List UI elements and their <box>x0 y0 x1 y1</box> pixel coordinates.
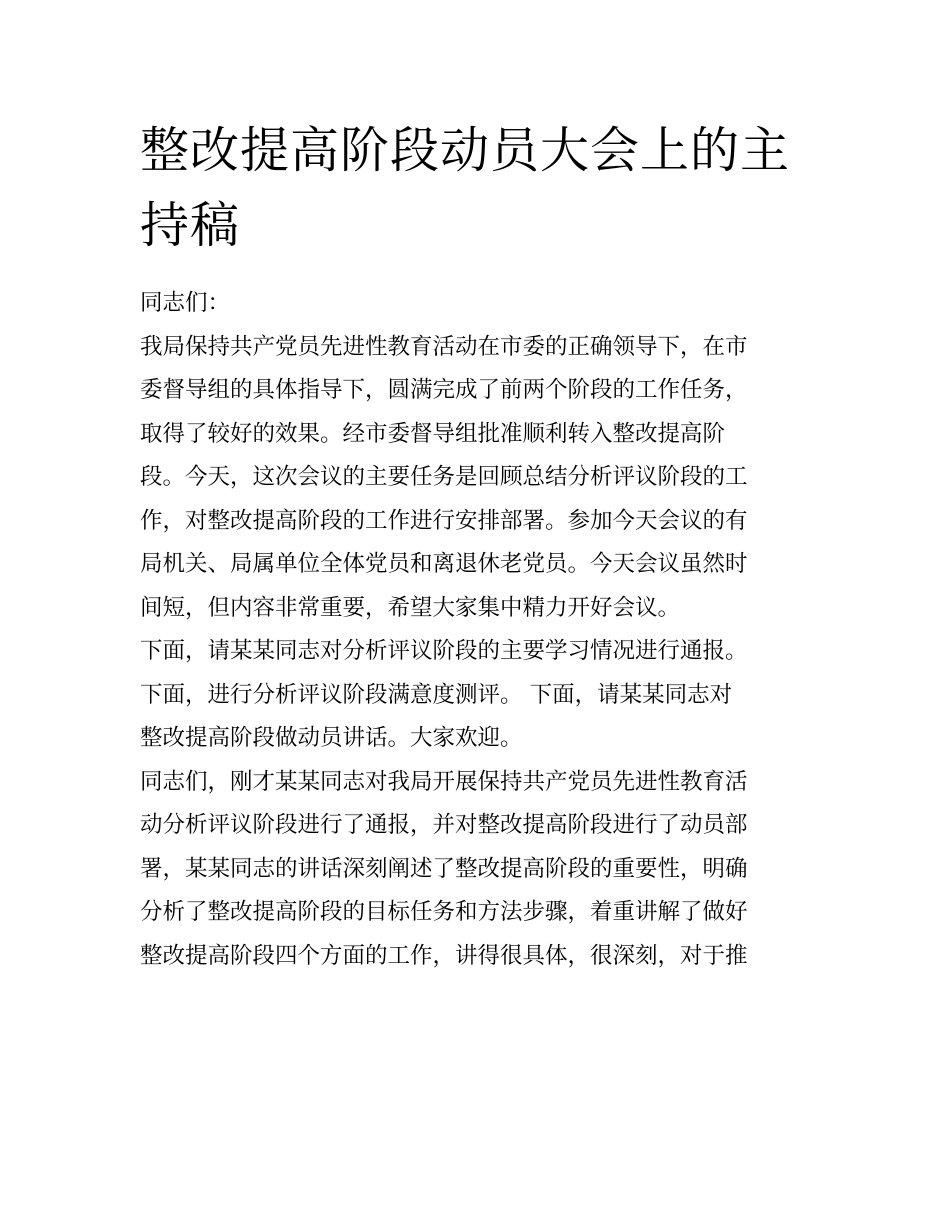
document-body <box>140 282 812 978</box>
body-line: 我局保持共产党员先进性教育活动在市委的正确领导下，在市 <box>140 333 748 360</box>
body-line: 分析了整改提高阶段的目标任务和方法步骤，着重讲解了做好 <box>140 899 748 925</box>
title-line: 整改提高阶段动员大会上的主 <box>140 122 791 179</box>
body-line: 同志们，刚才某某同志对我局开展保持共产党员先进性教育活 <box>140 768 748 795</box>
body-line: 段。今天，这次会议的主要任务是回顾总结分析评议阶段的工 <box>140 464 748 490</box>
document-title <box>140 113 830 263</box>
body-line: 局机关、局属单位全体党员和离退休老党员。今天会议虽然时 <box>140 551 748 577</box>
body-line: 整改提高阶段四个方面的工作，讲得很具体，很深刻，对于推 <box>140 942 748 969</box>
body-line: 下面，请某某同志对分析评议阶段的主要学习情况进行通报。 <box>140 638 748 664</box>
body-line: 取得了较好的效果。经市委督导组批准顺利转入整改提高阶 <box>140 420 726 447</box>
body-line: 署，某某同志的讲话深刻阐述了整改提高阶段的重要性，明确 <box>140 855 748 882</box>
body-line-salutation: 同志们： <box>140 290 231 316</box>
body-line: 动分析评议阶段进行了通报，并对整改提高阶段进行了动员部 <box>140 812 748 838</box>
title-line: 持稿 <box>140 197 241 254</box>
body-line: 间短，但内容非常重要，希望大家集中精力开好会议。 <box>140 594 681 621</box>
body-line: 委督导组的具体指导下，圆满完成了前两个阶段的工作任务， <box>140 377 748 403</box>
body-line: 下面，进行分析评议阶段满意度测评。 下面，请某某同志对 <box>140 681 733 708</box>
body-line: 整改提高阶段做动员讲话。大家欢迎。 <box>140 725 523 751</box>
body-line: 作，对整改提高阶段的工作进行安排部署。参加今天会议的有 <box>140 507 748 534</box>
